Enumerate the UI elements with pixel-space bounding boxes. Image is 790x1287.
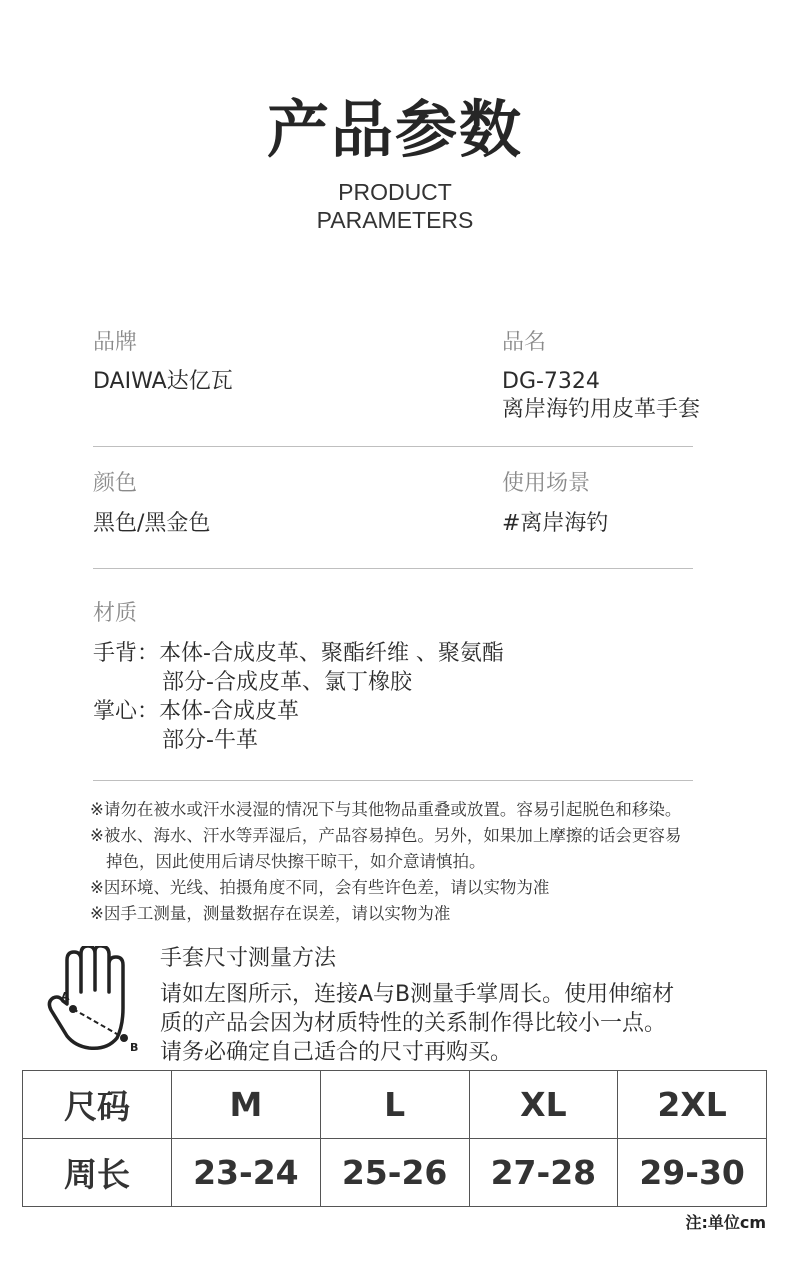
- care-note: 掉色，因此使用后请尽快擦干晾干，如介意请慎拍。: [106, 852, 486, 871]
- size-cell: M: [172, 1071, 321, 1139]
- table-row: [23, 1139, 767, 1207]
- material-palm-part: 部分-牛革: [162, 728, 258, 753]
- product-name-label: 品名: [502, 330, 547, 355]
- product-name-value-line-2: 离岸海钓用皮革手套: [502, 397, 701, 422]
- brand-label: 品牌: [93, 330, 138, 355]
- subtitle-line-1: PRODUCT: [338, 179, 452, 205]
- page-title: 产品参数: [266, 93, 523, 166]
- material-palm-main: 掌心：本体-合成皮革: [93, 699, 299, 724]
- divider: [93, 568, 693, 569]
- material-back-part: 部分-合成皮革、氯丁橡胶: [162, 670, 412, 695]
- care-note: ※因手工测量，测量数据存在误差，请以实物为准: [90, 904, 451, 923]
- material-back-main: 手背：本体-合成皮革、聚酯纤维 、聚氨酯: [93, 641, 504, 666]
- unit-note: 注:单位cm: [685, 1213, 766, 1232]
- measure-method-title: 手套尺寸测量方法: [160, 946, 337, 971]
- measure-instruction: 请如左图所示，连接A与B测量手掌周长。使用伸缩材: [160, 982, 675, 1007]
- circumference-cell: 25-26: [320, 1139, 469, 1207]
- table-row: [23, 1071, 767, 1139]
- size-cell: 2XL: [618, 1071, 767, 1139]
- point-b-label: B: [130, 1041, 139, 1054]
- divider: [93, 780, 693, 781]
- measure-instruction: 质的产品会因为材质特性的关系制作得比较小一点。: [160, 1011, 667, 1036]
- color-value: 黑色/黑金色: [93, 511, 211, 536]
- circumference-cell: 23-24: [172, 1139, 321, 1207]
- divider: [93, 446, 693, 447]
- size-header-cell: 尺码: [23, 1071, 172, 1139]
- circumference-header-cell: 周长: [23, 1139, 172, 1207]
- product-name-value-line-1: DG-7324: [502, 369, 600, 394]
- size-cell: XL: [469, 1071, 618, 1139]
- care-note: ※因环境、光线、拍摄角度不同，会有些许色差，请以实物为准: [90, 878, 550, 897]
- measure-instruction: 请务必确定自己适合的尺寸再购买。: [160, 1040, 513, 1065]
- circumference-cell: 29-30: [618, 1139, 767, 1207]
- material-label: 材质: [93, 601, 138, 626]
- usage-scene-label: 使用场景: [502, 471, 591, 496]
- usage-scene-value: #离岸海钓: [502, 511, 609, 536]
- care-note: ※请勿在被水或汗水浸湿的情况下与其他物品重叠或放置。容易引起脱色和移染。: [90, 800, 682, 819]
- size-cell: L: [320, 1071, 469, 1139]
- care-note: ※被水、海水、汗水等弄湿后，产品容易掉色。另外，如果加上摩擦的话会更容易: [90, 826, 682, 845]
- color-label: 颜色: [93, 471, 138, 496]
- size-table: [22, 1070, 767, 1207]
- subtitle-line-2: PARAMETERS: [316, 207, 474, 233]
- point-a-label: A: [61, 990, 70, 1003]
- brand-value: DAIWA达亿瓦: [93, 369, 233, 394]
- circumference-cell: 27-28: [469, 1139, 618, 1207]
